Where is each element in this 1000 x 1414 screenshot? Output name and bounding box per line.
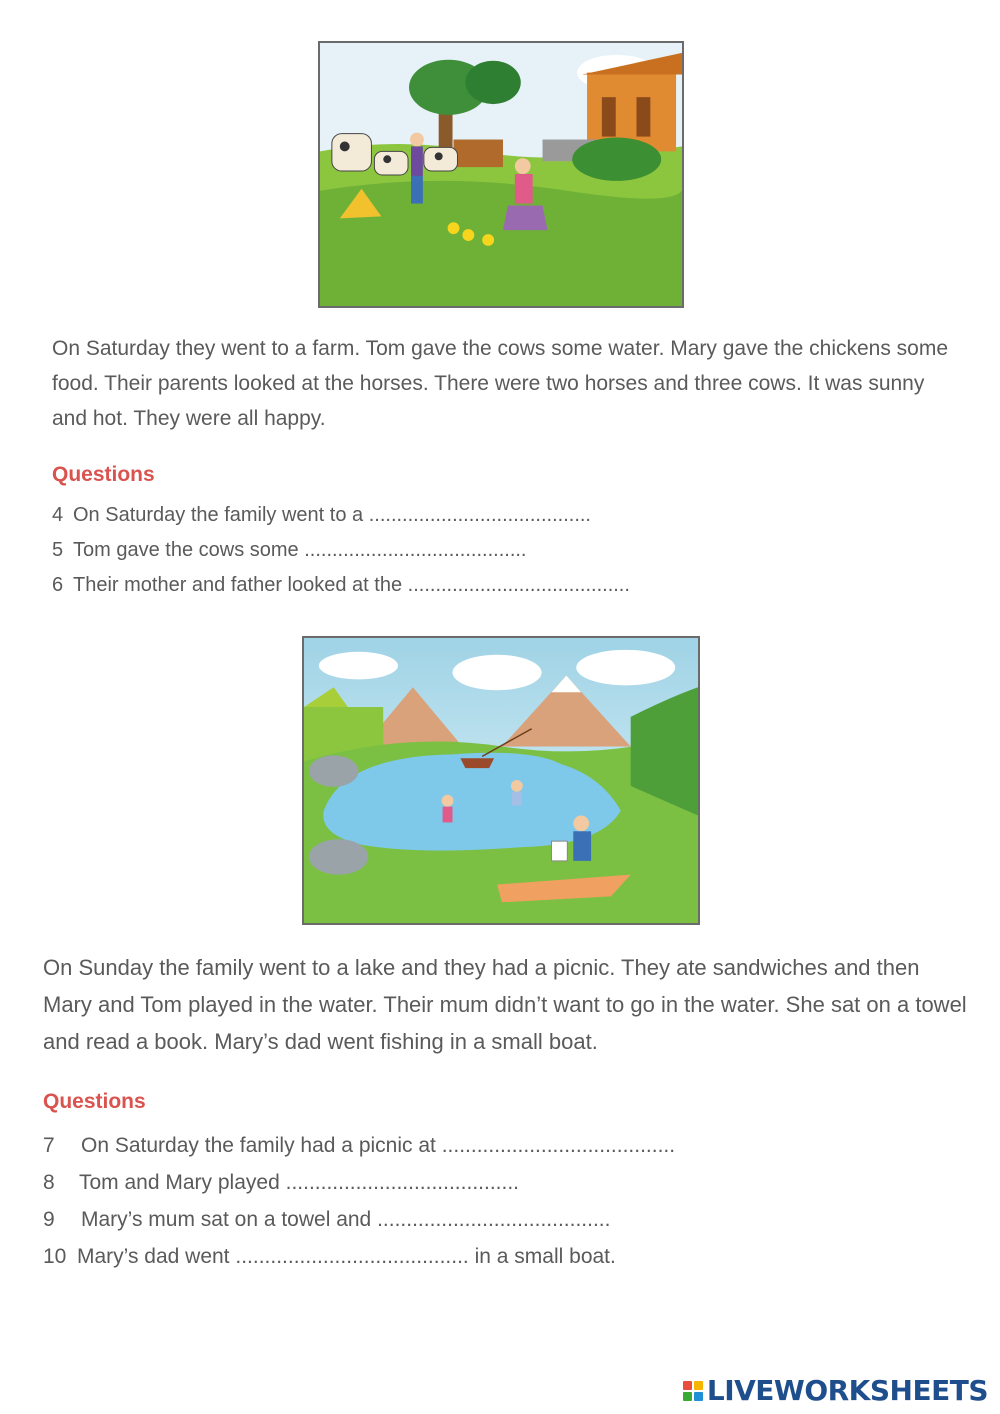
- question-number: 9: [43, 1208, 55, 1231]
- question-text: Mary’s mum sat on a towel and: [81, 1208, 372, 1231]
- question-text: Their mother and father looked at the: [73, 574, 403, 596]
- question-number: 6: [52, 574, 64, 596]
- questions-heading-2: Questions: [43, 1090, 146, 1113]
- question-number: 4: [52, 504, 64, 526]
- question-text: On Saturday the family had a picnic at: [81, 1134, 436, 1157]
- question-5: [52, 533, 630, 568]
- question-8: [43, 1164, 675, 1201]
- question-list-1: [52, 498, 630, 603]
- answer-blank[interactable]: ........................................: [304, 539, 527, 561]
- question-text: Tom and Mary played: [79, 1171, 280, 1194]
- questions-heading-1: Questions: [52, 463, 155, 486]
- question-9: [43, 1201, 675, 1238]
- question-number: 8: [43, 1171, 55, 1194]
- answer-blank[interactable]: ........................................: [441, 1134, 676, 1157]
- farm-scene-image: [320, 43, 682, 306]
- liveworksheets-logo: [683, 1374, 988, 1407]
- answer-blank[interactable]: ........................................: [407, 574, 630, 596]
- question-text: On Saturday the family went to a: [73, 504, 364, 526]
- question-text: Mary’s dad went: [77, 1245, 230, 1268]
- answer-blank[interactable]: ........................................: [285, 1171, 519, 1194]
- lake-passage: On Sunday the family went to a lake and they had a picnic. They ate sandwiches and then Mary and Tom played in the water. Their mum didn’t want to go in the water. She sat on a towel and read a book. Mary’s dad went fishing in a small boat.: [43, 955, 967, 1054]
- question-number: 7: [43, 1134, 55, 1157]
- answer-blank[interactable]: ........................................: [368, 504, 591, 526]
- question-number: 5: [52, 539, 64, 561]
- lake-illustration: [302, 636, 700, 925]
- farm-passage: On Saturday they went to a farm. Tom gave the cows some water. Mary gave the chickens some food. Their parents looked at the horses. There were two horses and three cows. It was sunny and hot. They were all happy.: [52, 337, 949, 430]
- answer-blank[interactable]: ........................................: [377, 1208, 611, 1231]
- question-6: [52, 568, 630, 603]
- question-4: [52, 498, 630, 533]
- question-list-2: [43, 1127, 675, 1275]
- lake-scene-image: [304, 638, 698, 923]
- logo-text: LIVEWORKSHEETS: [706, 1374, 988, 1407]
- question-7: [43, 1127, 675, 1164]
- question-text: Tom gave the cows some: [73, 539, 299, 561]
- question-number: 10: [43, 1245, 67, 1268]
- farm-illustration: [318, 41, 684, 308]
- logo-grid-icon: [683, 1381, 703, 1401]
- question-text-after: in a small boat.: [474, 1245, 616, 1268]
- answer-blank[interactable]: ........................................: [235, 1245, 469, 1268]
- question-10: [43, 1238, 675, 1275]
